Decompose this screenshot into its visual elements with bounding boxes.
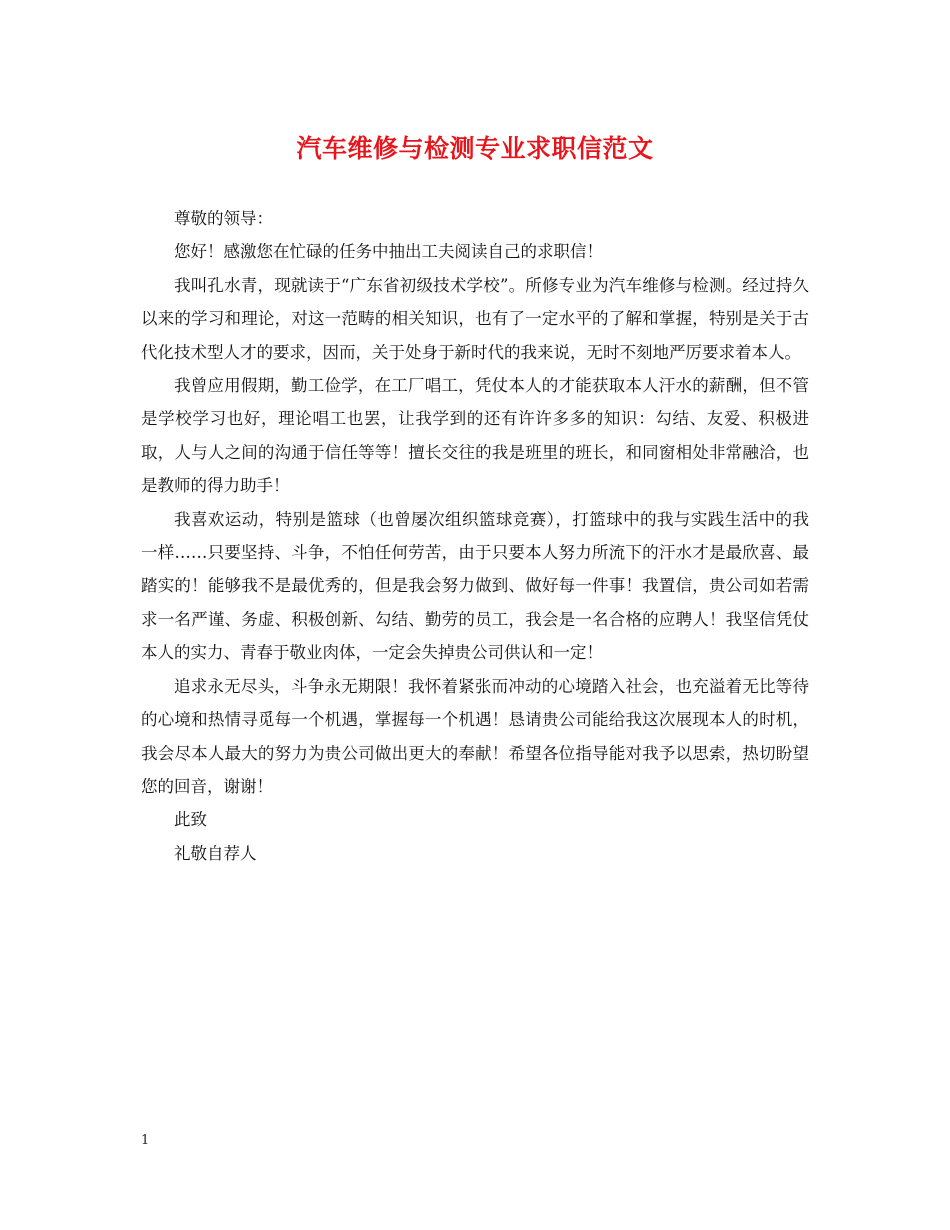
paragraph-hobbies: 我喜欢运动，特别是篮球（也曾屡次组织篮球竞赛），打篮球中的我与实践生活中的我一样……只要坚持、斗争，不怕任何劳苦，由于只要本人努力所流下的汗水才是最欣喜、最踏实的！能够我不是最优秀的，但是我会努力做到、做好每一件事！我置信，贵公司如若需求一名严谨、务虚、积极创新、勾结、勤劳的员工，我会是一名合格的应聘人！我坚信凭仗本人的实力、青春于敬业肉体，一定会失掉贵公司供认和一定！ bbox=[141, 509, 809, 663]
paragraph-work-experience: 我曾应用假期，勤工俭学，在工厂唱工，凭仗本人的才能获取本人汗水的薪酬，但不管是学校学习也好，理论唱工也罢，让我学到的还有许许多多的知识：勾结、友爱、积极进取，人与人之间的沟通于信任等等！擅长交往的我是班里的班长，和同窗相处非常融洽，也是教师的得力助手！ bbox=[141, 376, 809, 496]
paragraph-introduction: 我叫孔水青，现就读于“广东省初级技术学校”。所修专业为汽车维修与检测。经过持久以来的学习和理论，对这一范畴的相关知识，也有了一定水平的了解和掌握，特别是关于古代化技术型人才的要求，因而，关于处身于新时代的我来说，无时不刻地严厉要求着本人。 bbox=[141, 275, 809, 362]
paragraph-conclusion: 追求永无尽头，斗争永无期限！我怀着紧张而冲动的心境踏入社会，也充溢着无比等待的心境和热情寻觅每一个机遇，掌握每一个机遇！恳请贵公司能给我这次展现本人的时机，我会尽本人最大的努力为贵公司做出更大的奉献！希望各位指导能对我予以思索，热切盼望您的回音，谢谢！ bbox=[141, 676, 809, 796]
closing: 此致 bbox=[174, 810, 207, 830]
letter-body bbox=[141, 202, 809, 870]
salutation: 尊敬的领导： bbox=[174, 209, 273, 228]
paragraph-greeting: 您好！感激您在忙碌的任务中抽出工夫阅读自己的求职信！ bbox=[174, 242, 603, 262]
document-title: 汽车维修与检测专业求职信范文 bbox=[296, 134, 654, 163]
page-number: 1 bbox=[141, 1133, 150, 1148]
signature: 礼敬自荐人 bbox=[174, 843, 257, 863]
